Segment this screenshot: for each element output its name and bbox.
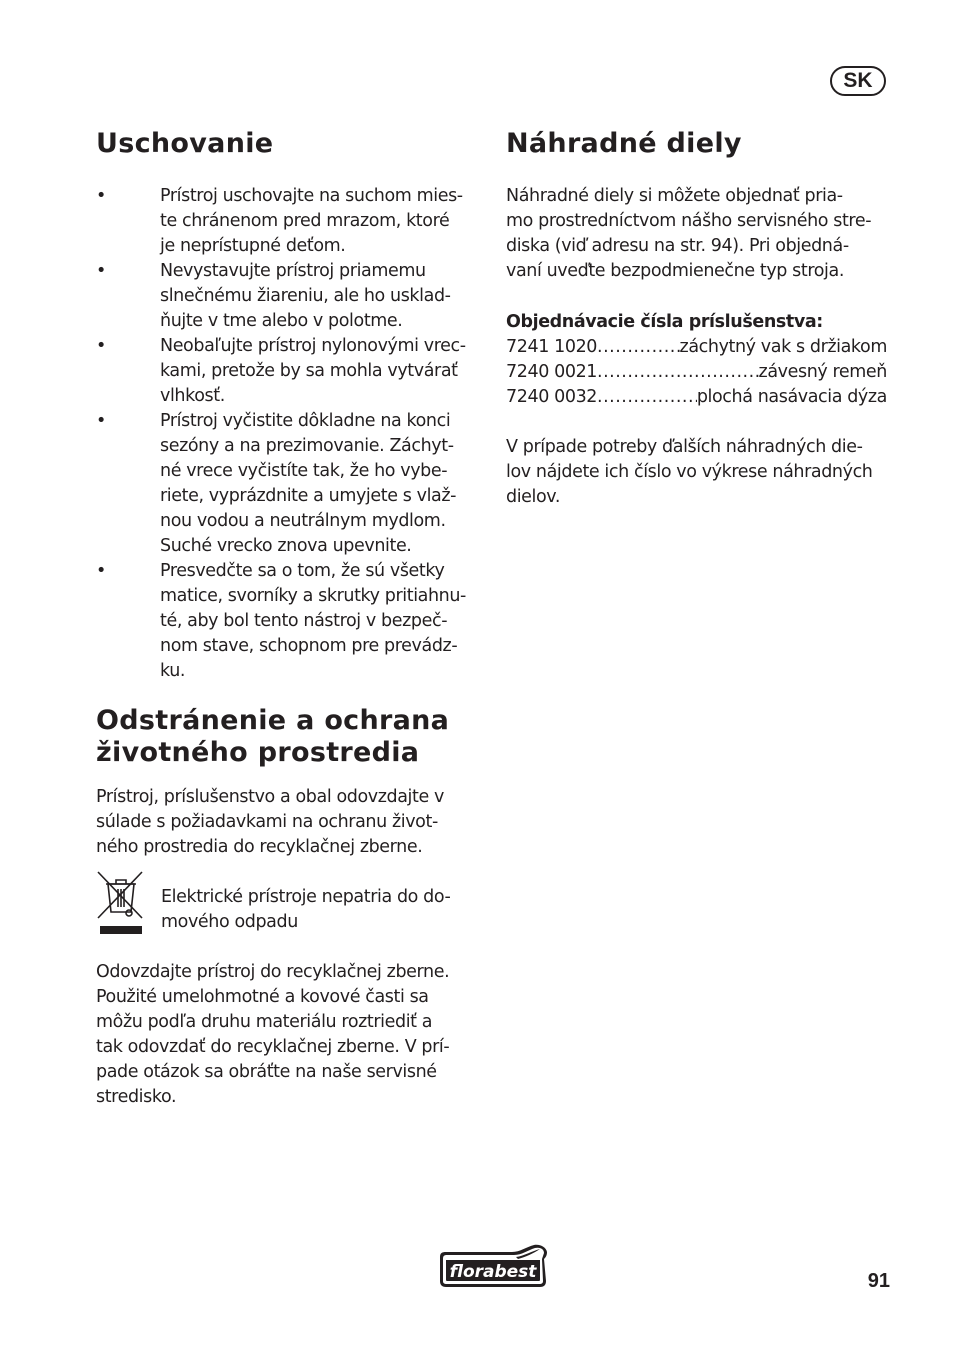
list-item-text: Prístroj uschovajte na suchom mies- te chránenom pred mrazom, ktoré je neprístupné deťom.	[160, 186, 463, 256]
disposal-intro-text: Prístroj, príslušenstvo a obal odovzdajte v súlade s požiadavkami na ochranu život- ného prostredia do recyklačnej zberne.	[96, 787, 444, 857]
disposal-outro-text: Odovzdajte prístroj do recyklačnej zberne. Použité umelohmotné a kovové časti sa môžu podľa druhu materiálu roztriediť a tak odovzdať do recyklačnej zberne. V prí- pade otázok sa obráťte na naše servisné stredisko.	[96, 962, 450, 1107]
language-badge: SK	[830, 66, 886, 96]
weee-note	[161, 885, 481, 935]
disposal-title	[96, 705, 449, 769]
list-item	[96, 559, 488, 684]
part-number: 7240 0032	[506, 387, 598, 407]
order-numbers-heading: Objednávacie čísla príslušenstva:	[506, 312, 823, 332]
bullet-icon: •	[96, 336, 106, 356]
weee-note-text: Elektrické prístroje nepatria do do- mového odpadu	[161, 887, 451, 932]
list-item	[96, 409, 488, 559]
spare-parts-outro-text: V prípade potreby ďalších náhradných die- lov nájdete ich číslo vo výkrese náhradných dielov.	[506, 437, 873, 507]
storage-bullet-list	[96, 184, 488, 684]
list-item	[96, 184, 488, 259]
bullet-icon: •	[96, 186, 106, 206]
bullet-icon: •	[96, 561, 106, 581]
part-description: záchytný vak s držiakom	[679, 337, 887, 357]
spare-parts-title: Náhradné diely	[506, 128, 742, 159]
disposal-outro	[96, 960, 488, 1110]
leader-dots	[597, 360, 759, 385]
list-item-text: Nevystavujte prístroj priamemu slnečnému žiareniu, ale ho usklad- ňujte v tme alebo v polotme.	[160, 261, 451, 331]
part-number: 7240 0021	[506, 362, 598, 382]
storage-title: Uschovanie	[96, 128, 274, 159]
part-row	[506, 335, 887, 360]
part-row	[506, 360, 887, 385]
bullet-icon: •	[96, 411, 106, 431]
part-number: 7241 1020	[506, 337, 598, 357]
disposal-title-line1: Odstránenie a ochrana	[96, 705, 450, 736]
florabest-logo	[436, 1243, 552, 1289]
disposal-intro	[96, 785, 488, 860]
spare-parts-intro	[506, 184, 891, 284]
leader-dots	[597, 335, 680, 360]
logo-text: florabest	[449, 1262, 537, 1282]
crossed-bin-icon	[96, 870, 146, 936]
disposal-title-line2: životného prostredia	[96, 737, 420, 768]
part-description: plochá nasávacia dýza	[696, 387, 887, 407]
part-row	[506, 385, 887, 410]
page-number: 91	[867, 1270, 890, 1292]
spare-parts-intro-text: Náhradné diely si môžete objednať pria- mo prostredníctvom nášho servisného stre- diska (viď adresu na str. 94). Pri objedná- vaní uveďte bezpodmienečne typ stroja.	[506, 186, 872, 281]
leader-dots	[597, 385, 697, 410]
spare-parts-outro	[506, 435, 891, 510]
part-description: závesný remeň	[758, 362, 887, 382]
list-item	[96, 334, 488, 409]
list-item-text: Neobaľujte prístroj nylonovými vrec- kami, pretože by sa mohla vytvárať vlhkosť.	[160, 336, 466, 406]
list-item-text: Prístroj vyčistite dôkladne na konci sezóny a na prezimovanie. Záchyt- né vrece vyčistíte tak, že ho vybe- riete, vyprázdnite a umyjete s vlaž- nou vodou a neutrálnym mydlom. Suché vrecko znova upevnite.	[160, 411, 457, 556]
bullet-icon: •	[96, 261, 106, 281]
list-item	[96, 259, 488, 334]
list-item-text: Presvedčte sa o tom, že sú všetky matice, svorníky a skrutky pritiahnu- té, aby bol tento nástroj v bezpeč- nom stave, schopnom pre prevádz- ku.	[160, 561, 466, 681]
parts-list	[506, 310, 887, 410]
